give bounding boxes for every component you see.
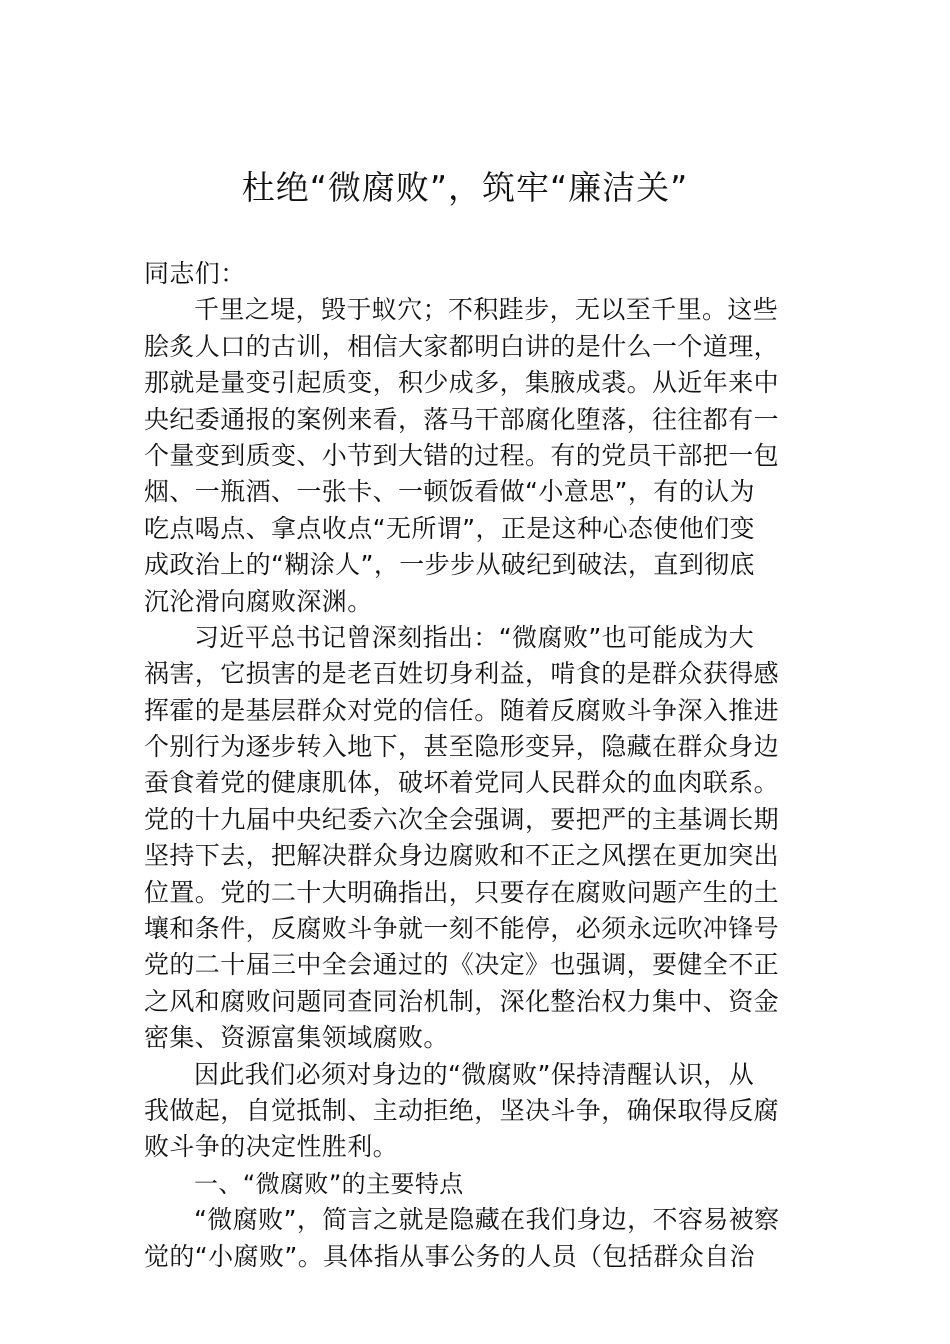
- text-line: 成政治上的“糊涂人”，一步步从破纪到破法，直到彻底: [144, 550, 755, 580]
- text-line: 祸害，它损害的是老百姓切身利益，啃食的是群众获得感: [144, 659, 780, 689]
- text-line: 央纪委通报的案例来看，落马干部腐化堕落，往往都有一: [144, 404, 780, 434]
- text-line: 位置。党的二十大明确指出，只要存在腐败问题产生的土: [144, 877, 780, 907]
- text-line: 壤和条件，反腐败斗争就一刻不能停，必须永远吹冲锋号: [144, 914, 780, 944]
- text-line: 败斗争的决定性胜利。: [144, 1132, 399, 1162]
- section-heading: 一、“微腐败”的主要特点: [194, 1169, 464, 1198]
- text-line: 觉的“小腐败”。具体指从事公务的人员（包括群众自治: [144, 1241, 755, 1271]
- text-line: 脍炙人口的古训，相信大家都明白讲的是什么一个道理，: [144, 331, 780, 361]
- text-line: 之风和腐败问题同查同治机制，深化整治权力集中、资金: [144, 986, 780, 1016]
- document-body: [144, 256, 808, 1275]
- text-line: 习近平总书记曾深刻指出：“微腐败”也可能成为大: [194, 622, 755, 652]
- text-line: 因此我们必须对身边的“微腐败”保持清醒认识，从: [194, 1059, 755, 1089]
- text-line: 个别行为逐步转入地下，甚至隐形变异，隐藏在群众身边: [144, 732, 780, 762]
- document-title: 杜绝“微腐败”，筑牢“廉洁关”: [241, 168, 689, 207]
- text-line: 我做起，自觉抵制、主动拒绝，坚决斗争，确保取得反腐: [144, 1095, 780, 1125]
- text-line: 蚕食着党的健康肌体，破坏着党同人民群众的血肉联系。: [144, 768, 780, 798]
- text-line: 党的二十届三中全会通过的《决定》也强调，要健全不正: [144, 950, 780, 980]
- salutation: 同志们：: [144, 259, 246, 288]
- text-line: 坚持下去，把解决群众身边腐败和不正之风摆在更加突出: [144, 841, 780, 871]
- text-line: 吃点喝点、拿点收点“无所谓”，正是这种心态使他们变: [144, 513, 755, 543]
- text-line: 烟、一瓶酒、一张卡、一顿饭看做“小意思”，有的认为: [144, 477, 755, 507]
- text-line: 挥霍的是基层群众对党的信任。随着反腐败斗争深入推进: [144, 695, 780, 725]
- text-line: 密集、资源富集领域腐败。: [144, 1023, 449, 1053]
- text-line: 千里之堤，毁于蚁穴；不积跬步，无以至千里。这些: [194, 295, 779, 325]
- paragraph-lines: [144, 292, 808, 1275]
- text-line: 党的十九届中央纪委六次全会强调，要把严的主基调长期: [144, 804, 780, 834]
- text-line: “微腐败”，简言之就是隐藏在我们身边，不容易被察: [194, 1205, 780, 1235]
- text-line: 个量变到质变、小节到大错的过程。有的党员干部把一包: [144, 440, 780, 470]
- text-line: 那就是量变引起质变，积少成多，集腋成裘。从近年来中: [144, 368, 780, 398]
- text-line: 沉沦滑向腐败深渊。: [144, 586, 373, 616]
